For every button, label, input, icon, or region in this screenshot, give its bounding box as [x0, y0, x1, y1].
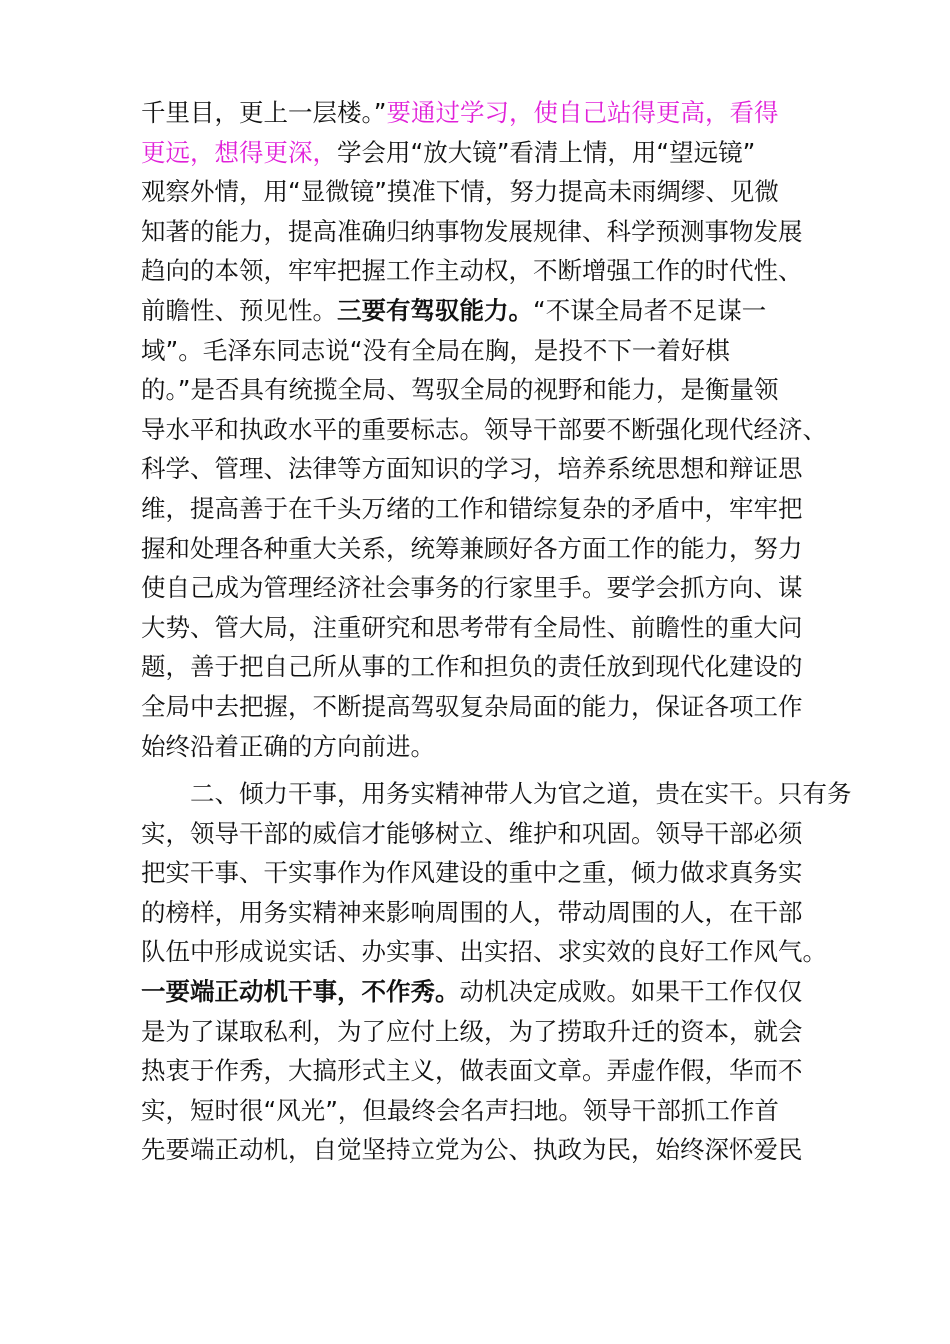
text-line: 知著的能力，提高准确归纳事物发展规律、科学预测事物发展 — [141, 216, 803, 246]
highlighted-text: 要通过学习，使自己站得更高，看得 — [386, 98, 779, 127]
text-line: 观察外情，用“显微镜”摸准下情，努力提高未雨绸缪、见微 — [141, 177, 779, 207]
text-segment: 动机决定成败。如果干工作仅仅 — [459, 977, 803, 1007]
text-line — [141, 93, 819, 133]
text-line: 是为了谋取私利，为了应付上级，为了捞取升迁的资本，就会 — [141, 1016, 803, 1046]
text-line: 把实干事、干实事作为作风建设的重中之重，倾力做求真务实 — [141, 858, 803, 888]
text-line — [141, 133, 819, 173]
text-line: 先要端正动机，自觉坚持立党为公、执政为民，始终深怀爱民 — [141, 1135, 803, 1165]
text-line: 的榜样，用务实精神来影响周围的人，带动周围的人，在干部 — [141, 897, 803, 927]
text-line: 二、倾力干事，用务实精神带人为官之道，贵在实干。只有务 — [190, 779, 852, 809]
text-line: 大势、管大局，注重研究和思考带有全局性、前瞻性的重大问 — [141, 612, 803, 642]
text-line: 热衷于作秀，大搞形式主义，做表面文章。弄虚作假，华而不 — [141, 1056, 803, 1086]
paragraph-1 — [141, 93, 827, 766]
text-line: 导水平和执政水平的重要标志。领导干部要不断强化现代经济、 — [141, 414, 827, 444]
text-line: 握和处理各种重大关系，统筹兼顾好各方面工作的能力，努力 — [141, 533, 803, 563]
text-line: 使自己成为管理经济社会事务的行家里手。要学会抓方向、谋 — [141, 573, 803, 603]
document-page — [141, 93, 852, 1170]
text-segment: 前瞻性、预见性。 — [141, 295, 337, 325]
text-line: 始终沿着正确的方向前进。 — [141, 731, 435, 761]
text-line: 趋向的本领，牢牢把握工作主动权，不断增强工作的时代性、 — [141, 256, 803, 286]
text-line: 实，领导干部的威信才能够树立、维护和巩固。领导干部必须 — [141, 818, 803, 848]
paragraph-2 — [141, 774, 852, 1170]
bold-heading-text: 一要端正动机干事，不作秀。 — [141, 977, 460, 1007]
highlighted-text: 更远，想得更深， — [141, 137, 337, 167]
text-line: 的。”是否具有统揽全局、驾驭全局的视野和能力，是衡量领 — [141, 375, 779, 405]
text-segment: “不谋全局者不足谋一 — [533, 295, 767, 325]
text-line: 实，短时很“风光”，但最终会名声扫地。领导干部抓工作首 — [141, 1095, 779, 1125]
text-line: 科学、管理、法律等方面知识的学习，培养系统思想和辩证思 — [141, 454, 803, 484]
text-line — [141, 972, 819, 1012]
text-segment: 学会用“放大镜”看清上情，用“望远镜” — [337, 137, 756, 167]
text-line: 维，提高善于在千头万绪的工作和错综复杂的矛盾中，牢牢把 — [141, 493, 803, 523]
text-line: 题，善于把自己所从事的工作和担负的责任放到现代化建设的 — [141, 652, 803, 682]
text-segment: 千里目，更上一层楼。” — [141, 98, 387, 127]
text-line: 队伍中形成说实话、办实事、出实招、求实效的良好工作风气。 — [141, 937, 827, 967]
text-line — [141, 291, 819, 331]
text-line: 全局中去把握，不断提高驾驭复杂局面的能力，保证各项工作 — [141, 691, 803, 721]
text-line: 域”。毛泽东同志说“没有全局在胸，是投不下一着好棋 — [141, 335, 730, 365]
bold-heading-text: 三要有驾驭能力。 — [337, 295, 533, 325]
